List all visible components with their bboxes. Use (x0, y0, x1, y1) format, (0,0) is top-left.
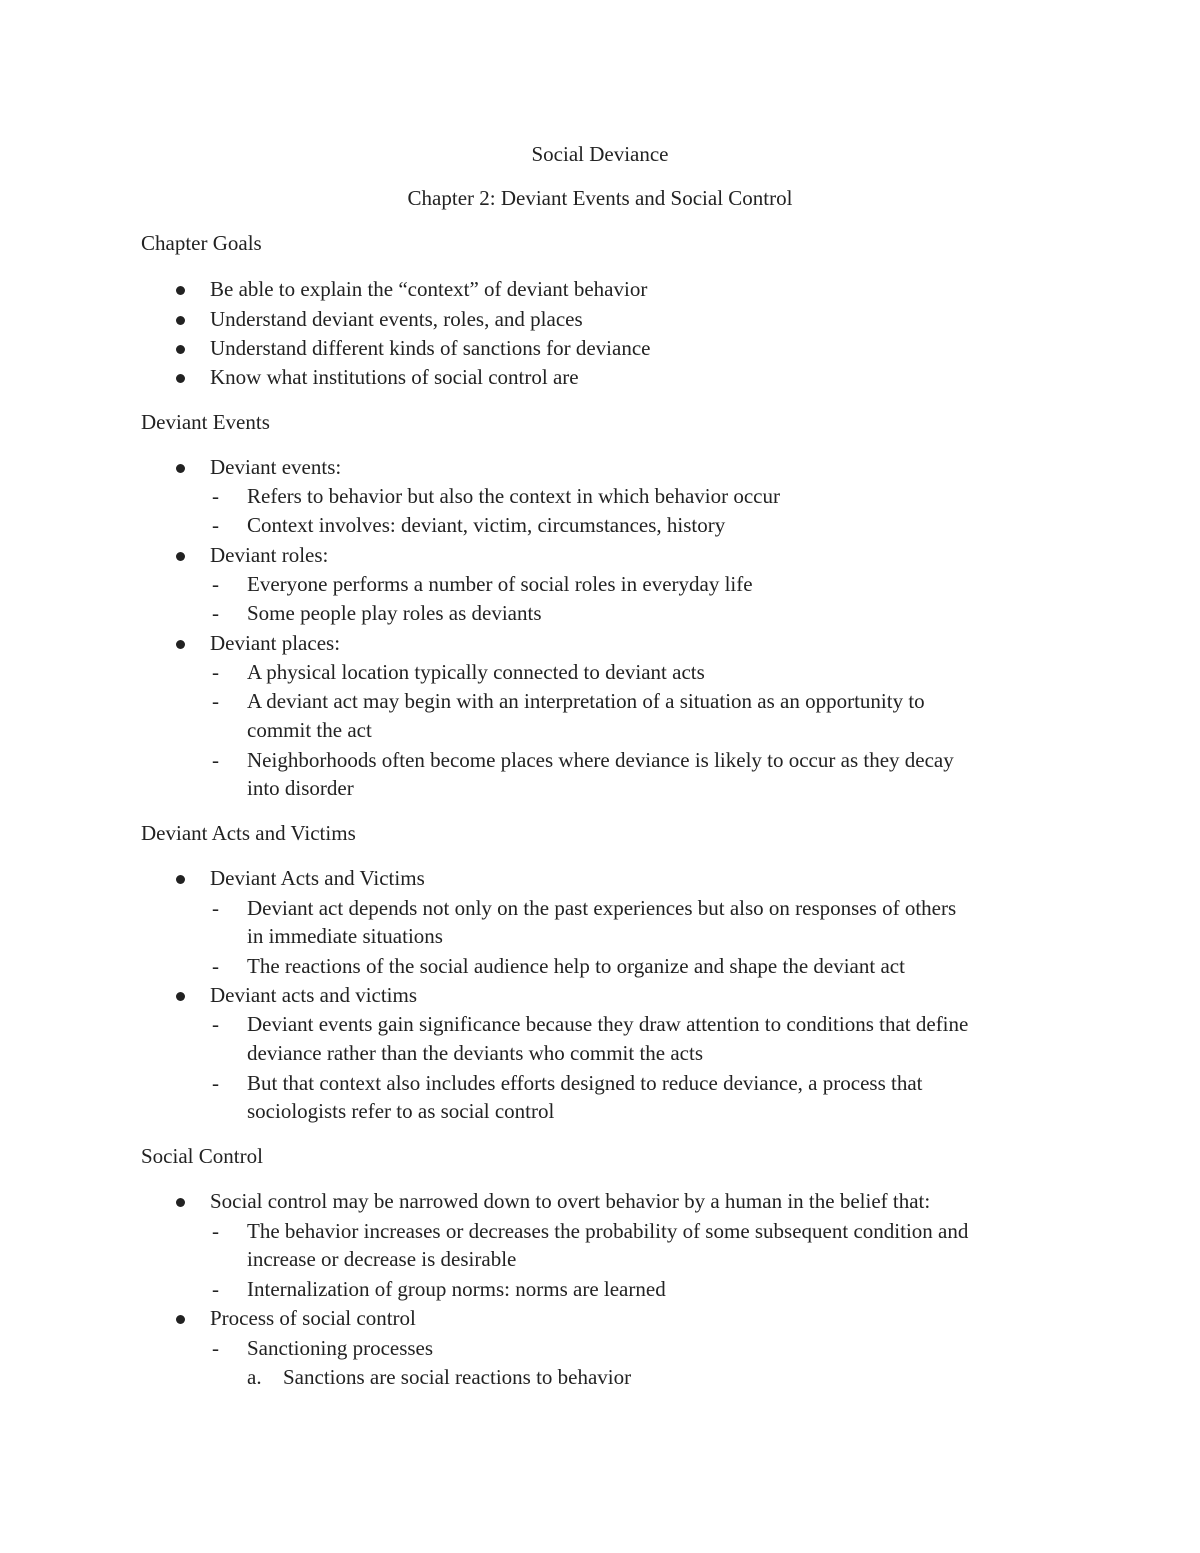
dash-marker-icon: - (212, 689, 219, 713)
bullet-item: Understand different kinds of sanctions for deviance (210, 336, 651, 360)
sub-item-continuation: commit the act (247, 718, 372, 742)
dash-marker-icon: - (212, 1336, 219, 1360)
document-title: Social Deviance (531, 142, 669, 166)
dash-marker-icon: - (212, 660, 219, 684)
sub-item: Neighborhoods often become places where deviance is likely to occur as they decay (247, 748, 954, 772)
sub-item: Deviant events gain significance because they draw attention to conditions that define (247, 1012, 969, 1036)
bullet-dot-icon (176, 1315, 185, 1324)
dash-marker-icon: - (212, 1277, 219, 1301)
bullet-item: Understand deviant events, roles, and places (210, 307, 583, 331)
sub-item: The reactions of the social audience help to organize and shape the deviant act (247, 954, 905, 978)
bullet-item: Social control may be narrowed down to overt behavior by a human in the belief that: (210, 1189, 931, 1213)
bullet-item: Deviant roles: (210, 543, 329, 567)
lettered-item: Sanctions are social reactions to behavior (283, 1365, 632, 1389)
bullet-item: Deviant acts and victims (210, 983, 418, 1007)
dash-marker-icon: - (212, 484, 219, 508)
sub-item: Everyone performs a number of social roles in everyday life (247, 572, 753, 596)
section-heading: Deviant Acts and Victims (141, 821, 356, 845)
bullet-dot-icon (176, 552, 185, 561)
document-subtitle: Chapter 2: Deviant Events and Social Control (407, 186, 793, 210)
sub-item: Deviant act depends not only on the past experiences but also on responses of others (247, 896, 957, 920)
lettered-marker: a. (247, 1365, 262, 1389)
bullet-item: Deviant places: (210, 631, 341, 655)
section-heading: Social Control (141, 1144, 263, 1168)
dash-marker-icon: - (212, 513, 219, 537)
dash-marker-icon: - (212, 954, 219, 978)
sub-item: Some people play roles as deviants (247, 601, 542, 625)
bullet-dot-icon (176, 875, 185, 884)
dash-marker-icon: - (212, 1012, 219, 1036)
sub-item: The behavior increases or decreases the probability of some subsequent condition and (247, 1219, 969, 1243)
bullet-dot-icon (176, 1198, 185, 1207)
bullet-dot-icon (176, 992, 185, 1001)
bullet-dot-icon (176, 286, 185, 295)
bullet-item: Deviant Acts and Victims (210, 866, 425, 890)
dash-marker-icon: - (212, 1071, 219, 1095)
section-heading: Deviant Events (141, 410, 270, 434)
bullet-item: Be able to explain the “context” of deviant behavior (210, 277, 648, 301)
sub-item-continuation: in immediate situations (247, 924, 443, 948)
bullet-dot-icon (176, 374, 185, 383)
sub-item: A physical location typically connected to deviant acts (247, 660, 705, 684)
sub-item-continuation: into disorder (247, 776, 354, 800)
sub-item-continuation: sociologists refer to as social control (247, 1099, 555, 1123)
dash-marker-icon: - (212, 1219, 219, 1243)
bullet-item: Process of social control (210, 1306, 416, 1330)
bullet-dot-icon (176, 464, 185, 473)
sub-item-continuation: deviance rather than the deviants who commit the acts (247, 1041, 704, 1065)
dash-marker-icon: - (212, 572, 219, 596)
bullet-item: Know what institutions of social control are (210, 365, 579, 389)
bullet-dot-icon (176, 316, 185, 325)
sub-item: Context involves: deviant, victim, circumstances, history (247, 513, 726, 537)
bullet-item: Deviant events: (210, 455, 342, 479)
dash-marker-icon: - (212, 896, 219, 920)
sub-item: A deviant act may begin with an interpretation of a situation as an opportunity to (247, 689, 925, 713)
section-heading: Chapter Goals (141, 231, 262, 255)
sub-item: Sanctioning processes (247, 1336, 434, 1360)
sub-item: But that context also includes efforts designed to reduce deviance, a process that (247, 1071, 923, 1095)
sub-item-continuation: increase or decrease is desirable (247, 1247, 517, 1271)
dash-marker-icon: - (212, 601, 219, 625)
dash-marker-icon: - (212, 748, 219, 772)
sub-item: Internalization of group norms: norms are learned (247, 1277, 666, 1301)
sub-item: Refers to behavior but also the context in which behavior occur (247, 484, 780, 508)
bullet-dot-icon (176, 345, 185, 354)
bullet-dot-icon (176, 640, 185, 649)
